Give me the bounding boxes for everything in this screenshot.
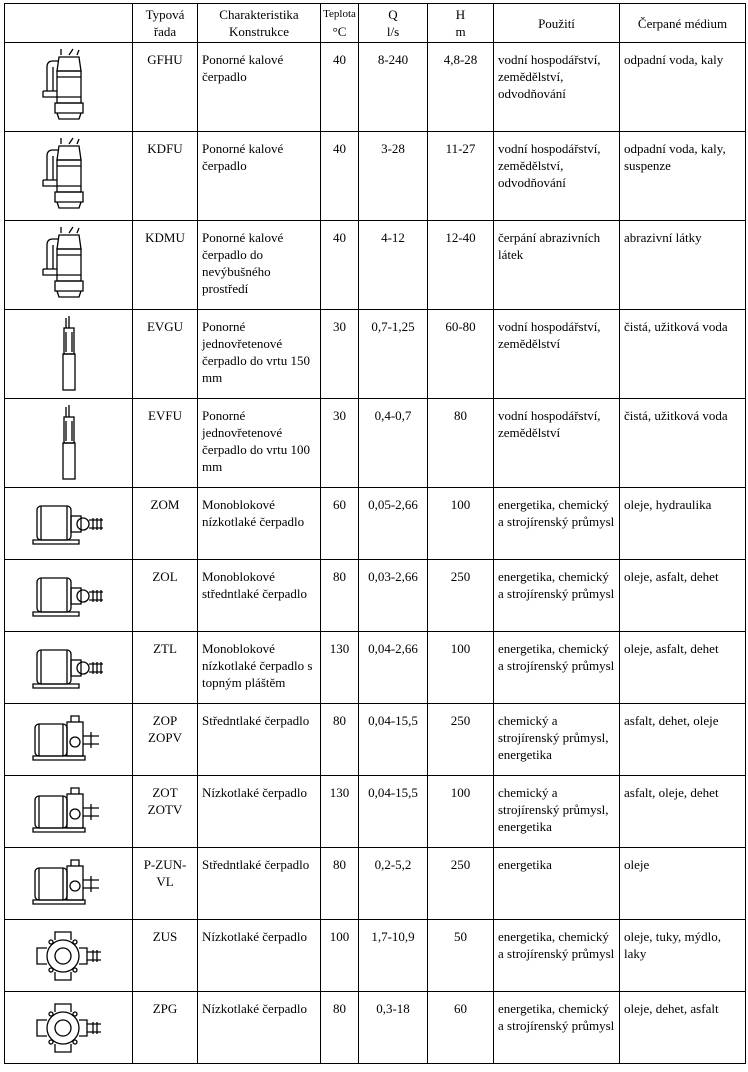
h-cell: 100 bbox=[428, 632, 494, 704]
temperature-cell: 40 bbox=[321, 132, 359, 221]
medium-cell: oleje, tuky, mýdlo, laky bbox=[620, 920, 746, 992]
pump-image-cell bbox=[5, 310, 133, 399]
header-h bbox=[428, 4, 494, 43]
submersible-sludge-pump-icon bbox=[5, 225, 132, 305]
header-h-unit: m bbox=[455, 24, 466, 39]
usage-cell: vodní hospodářství, zemědělství, odvodňování bbox=[494, 43, 620, 132]
series-cell: EVFU bbox=[133, 399, 198, 488]
usage-cell: energetika, chemický a strojírenský průmysl bbox=[494, 920, 620, 992]
pump-image-cell bbox=[5, 632, 133, 704]
table-row bbox=[5, 132, 746, 221]
pump-table bbox=[4, 3, 746, 1064]
temperature-cell: 40 bbox=[321, 221, 359, 310]
header-temperature-label: Teplota bbox=[323, 8, 356, 20]
usage-cell: chemický a strojírenský průmysl, energetika bbox=[494, 704, 620, 776]
pump-image-cell bbox=[5, 848, 133, 920]
construction-cell: Nízkotlaké čerpadlo bbox=[198, 776, 321, 848]
temperature-cell: 130 bbox=[321, 632, 359, 704]
temperature-cell: 130 bbox=[321, 776, 359, 848]
medium-cell: odpadní voda, kaly, suspenze bbox=[620, 132, 746, 221]
table-row bbox=[5, 221, 746, 310]
medium-cell: oleje, asfalt, dehet bbox=[620, 560, 746, 632]
medium-cell: abrazivní látky bbox=[620, 221, 746, 310]
temperature-cell: 80 bbox=[321, 560, 359, 632]
pump-image-cell bbox=[5, 132, 133, 221]
construction-cell: Ponorné kalové čerpadlo do nevýbušného prostředí bbox=[198, 221, 321, 310]
monoblock-pump-icon bbox=[5, 640, 132, 696]
temperature-cell: 80 bbox=[321, 992, 359, 1064]
medium-cell: čistá, užitková voda bbox=[620, 310, 746, 399]
series-cell: ZOT ZOTV bbox=[133, 776, 198, 848]
flanged-pump-icon bbox=[5, 926, 132, 986]
usage-cell: vodní hospodářství, zemědělství bbox=[494, 310, 620, 399]
table-row bbox=[5, 399, 746, 488]
table-row bbox=[5, 560, 746, 632]
gear-pump-icon bbox=[5, 856, 132, 912]
gear-pump-icon bbox=[5, 784, 132, 840]
usage-cell: energetika, chemický a strojírenský průmysl bbox=[494, 560, 620, 632]
pump-image-cell bbox=[5, 399, 133, 488]
table-row bbox=[5, 704, 746, 776]
construction-cell: Nízkotlaké čerpadlo bbox=[198, 992, 321, 1064]
table-row bbox=[5, 848, 746, 920]
table-row bbox=[5, 992, 746, 1064]
q-cell: 0,4-0,7 bbox=[359, 399, 428, 488]
monoblock-pump-icon bbox=[5, 568, 132, 624]
q-cell: 0,2-5,2 bbox=[359, 848, 428, 920]
pump-image-cell bbox=[5, 43, 133, 132]
submersible-sludge-pump-icon bbox=[5, 47, 132, 127]
usage-cell: energetika, chemický a strojírenský průmysl bbox=[494, 992, 620, 1064]
q-cell: 0,03-2,66 bbox=[359, 560, 428, 632]
monoblock-pump-icon bbox=[5, 496, 132, 552]
pump-image-cell bbox=[5, 776, 133, 848]
construction-cell: Monoblokové středntlaké čerpadlo bbox=[198, 560, 321, 632]
series-cell: ZPG bbox=[133, 992, 198, 1064]
series-cell: ZOP ZOPV bbox=[133, 704, 198, 776]
series-cell: P-ZUN- VL bbox=[133, 848, 198, 920]
q-cell: 1,7-10,9 bbox=[359, 920, 428, 992]
flanged-pump-icon bbox=[5, 998, 132, 1058]
medium-cell: asfalt, oleje, dehet bbox=[620, 776, 746, 848]
construction-cell: Ponorné jednovřetenové čerpadlo do vrtu 100 mm bbox=[198, 399, 321, 488]
header-q-label: Q bbox=[388, 7, 398, 22]
temperature-cell: 80 bbox=[321, 848, 359, 920]
header-medium: Čerpané médium bbox=[620, 4, 746, 43]
medium-cell: oleje, asfalt, dehet bbox=[620, 632, 746, 704]
header-construction: Charakteristika Konstrukce bbox=[198, 4, 321, 43]
header-h-label: H bbox=[455, 7, 466, 22]
h-cell: 250 bbox=[428, 560, 494, 632]
temperature-cell: 80 bbox=[321, 704, 359, 776]
pump-image-cell bbox=[5, 221, 133, 310]
h-cell: 60 bbox=[428, 992, 494, 1064]
pump-image-cell bbox=[5, 488, 133, 560]
q-cell: 0,04-2,66 bbox=[359, 632, 428, 704]
q-cell: 0,04-15,5 bbox=[359, 776, 428, 848]
h-cell: 250 bbox=[428, 704, 494, 776]
h-cell: 11-27 bbox=[428, 132, 494, 221]
header-type-series: Typová řada bbox=[133, 4, 198, 43]
usage-cell: vodní hospodářství, zemědělství, odvodňování bbox=[494, 132, 620, 221]
table-row bbox=[5, 776, 746, 848]
medium-cell: čistá, užitková voda bbox=[620, 399, 746, 488]
h-cell: 80 bbox=[428, 399, 494, 488]
table-row bbox=[5, 43, 746, 132]
header-q bbox=[359, 4, 428, 43]
temperature-cell: 30 bbox=[321, 399, 359, 488]
h-cell: 100 bbox=[428, 776, 494, 848]
h-cell: 60-80 bbox=[428, 310, 494, 399]
pump-image-cell bbox=[5, 704, 133, 776]
medium-cell: odpadní voda, kaly bbox=[620, 43, 746, 132]
temperature-cell: 40 bbox=[321, 43, 359, 132]
usage-cell: chemický a strojírenský průmysl, energetika bbox=[494, 776, 620, 848]
q-cell: 0,05-2,66 bbox=[359, 488, 428, 560]
pump-image-cell bbox=[5, 560, 133, 632]
gear-pump-icon bbox=[5, 712, 132, 768]
q-cell: 3-28 bbox=[359, 132, 428, 221]
h-cell: 4,8-28 bbox=[428, 43, 494, 132]
series-cell: ZTL bbox=[133, 632, 198, 704]
construction-cell: Ponorné kalové čerpadlo bbox=[198, 132, 321, 221]
q-cell: 0,7-1,25 bbox=[359, 310, 428, 399]
q-cell: 8-240 bbox=[359, 43, 428, 132]
h-cell: 100 bbox=[428, 488, 494, 560]
medium-cell: oleje, hydraulika bbox=[620, 488, 746, 560]
table-row bbox=[5, 310, 746, 399]
medium-cell: oleje bbox=[620, 848, 746, 920]
medium-cell: asfalt, dehet, oleje bbox=[620, 704, 746, 776]
usage-cell: energetika, chemický a strojírenský průmysl bbox=[494, 632, 620, 704]
h-cell: 250 bbox=[428, 848, 494, 920]
usage-cell: energetika bbox=[494, 848, 620, 920]
table-row bbox=[5, 632, 746, 704]
pump-image-cell bbox=[5, 920, 133, 992]
series-cell: ZOM bbox=[133, 488, 198, 560]
temperature-cell: 60 bbox=[321, 488, 359, 560]
usage-cell: vodní hospodářství, zemědělství bbox=[494, 399, 620, 488]
series-cell: KDMU bbox=[133, 221, 198, 310]
borehole-pump-icon bbox=[5, 314, 132, 394]
construction-cell: Nízkotlaké čerpadlo bbox=[198, 920, 321, 992]
h-cell: 12-40 bbox=[428, 221, 494, 310]
header-image bbox=[5, 4, 133, 43]
borehole-pump-icon bbox=[5, 403, 132, 483]
q-cell: 0,3-18 bbox=[359, 992, 428, 1064]
construction-cell: Monoblokové nízkotlaké čerpadlo s topným pláštěm bbox=[198, 632, 321, 704]
construction-cell: Ponorné kalové čerpadlo bbox=[198, 43, 321, 132]
pump-image-cell bbox=[5, 992, 133, 1064]
submersible-sludge-pump-icon bbox=[5, 136, 132, 216]
construction-cell: Středntlaké čerpadlo bbox=[198, 704, 321, 776]
temperature-cell: 30 bbox=[321, 310, 359, 399]
header-temperature bbox=[321, 4, 359, 43]
table-row bbox=[5, 488, 746, 560]
header-row bbox=[5, 4, 746, 43]
construction-cell: Ponorné jednovřetenové čerpadlo do vrtu 150 mm bbox=[198, 310, 321, 399]
medium-cell: oleje, dehet, asfalt bbox=[620, 992, 746, 1064]
series-cell: ZUS bbox=[133, 920, 198, 992]
q-cell: 4-12 bbox=[359, 221, 428, 310]
construction-cell: Monoblokové nízkotlaké čerpadlo bbox=[198, 488, 321, 560]
series-cell: EVGU bbox=[133, 310, 198, 399]
series-cell: ZOL bbox=[133, 560, 198, 632]
header-temperature-unit: °C bbox=[332, 24, 347, 39]
usage-cell: energetika, chemický a strojírenský průmysl bbox=[494, 488, 620, 560]
q-cell: 0,04-15,5 bbox=[359, 704, 428, 776]
header-q-unit: l/s bbox=[386, 24, 400, 39]
table-row bbox=[5, 920, 746, 992]
usage-cell: čerpání abrazivních látek bbox=[494, 221, 620, 310]
construction-cell: Středntlaké čerpadlo bbox=[198, 848, 321, 920]
series-cell: GFHU bbox=[133, 43, 198, 132]
h-cell: 50 bbox=[428, 920, 494, 992]
header-usage: Použití bbox=[494, 4, 620, 43]
temperature-cell: 100 bbox=[321, 920, 359, 992]
series-cell: KDFU bbox=[133, 132, 198, 221]
